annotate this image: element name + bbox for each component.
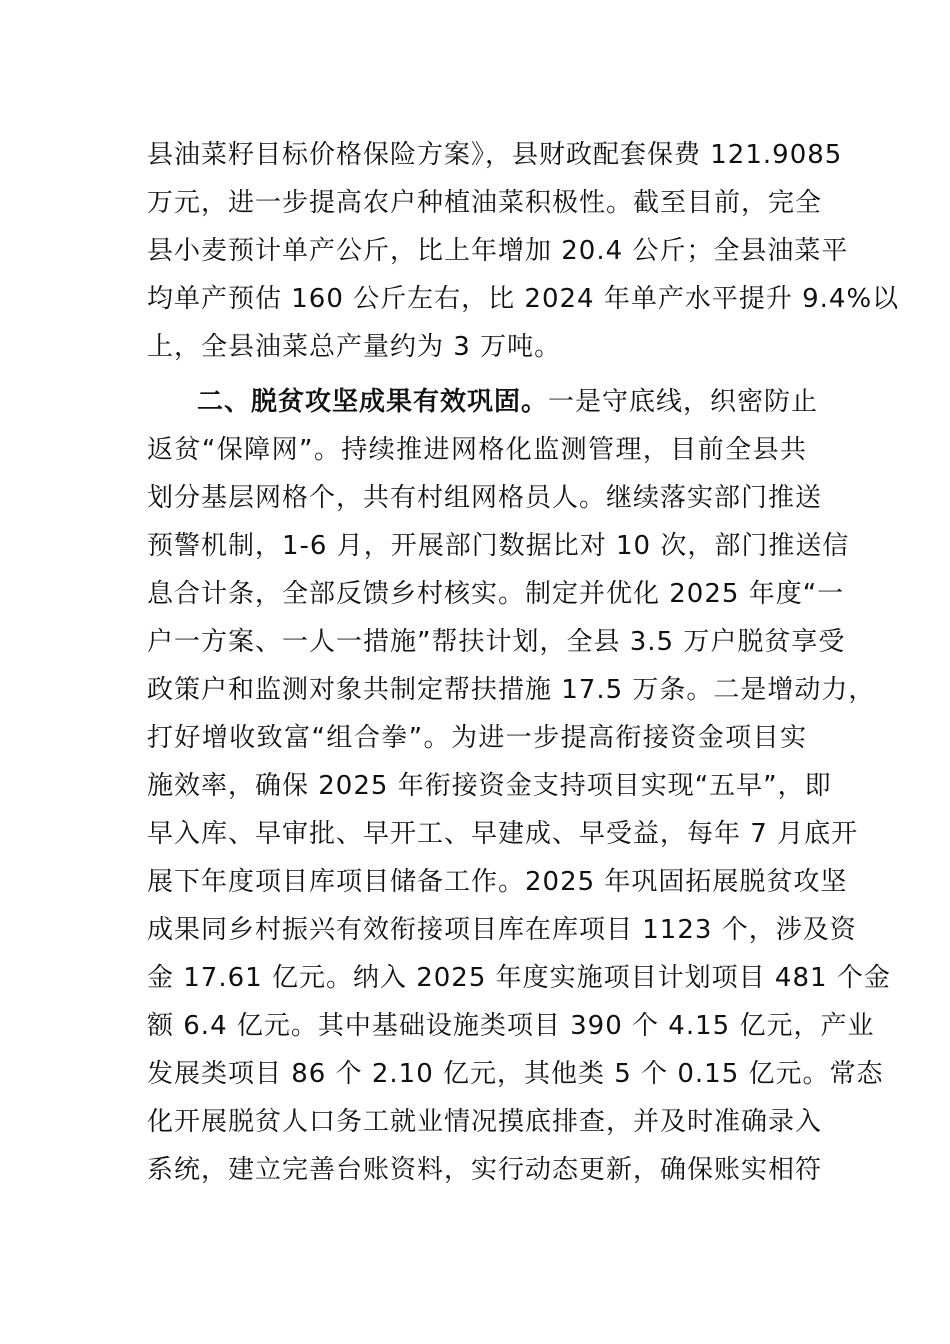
text-line: 化开展脱贫人口务工就业情况摸底排查，并及时准确录入 — [147, 1107, 823, 1137]
text-line: 划分基层网格个，共有村组网格员人。继续落实部门推送 — [147, 483, 823, 513]
text-line: 展下年度项目库项目储备工作。2025 年巩固拓展脱贫攻坚 — [147, 867, 848, 897]
section-heading-line — [197, 382, 819, 422]
text-line: 政策户和监测对象共制定帮扶措施 17.5 万条。二是增动力， — [147, 675, 876, 705]
text-line: 县小麦预计单产公斤，比上年增加 20.4 公斤；全县油菜平 — [147, 236, 849, 266]
text-line: 早入库、早审批、早开工、早建成、早受益，每年 7 月底开 — [147, 819, 859, 849]
text-line: 息合计条，全部反馈乡村核实。制定并优化 2025 年度“一 — [147, 579, 845, 609]
text-line: 上，全县油菜总产量约为 3 万吨。 — [147, 332, 562, 362]
text-line: 打好增收致富“组合拳”。为进一步提高衔接资金项目实 — [147, 723, 807, 753]
text-line: 返贫“保障网”。持续推进网格化监测管理，目前全县共 — [147, 435, 807, 465]
text-line: 户一方案、一人一措施”帮扶计划，全县 3.5 万户脱贫享受 — [147, 627, 846, 657]
text-span: 一是守底线，织密防止 — [548, 387, 819, 417]
text-line: 成果同乡村振兴有效衔接项目库在库项目 1123 个，涉及资 — [147, 915, 857, 945]
text-line: 金 17.61 亿元。纳入 2025 年度实施项目计划项目 481 个金 — [147, 963, 891, 993]
text-line: 系统，建立完善台账资料，实行动态更新，确保账实相符 — [147, 1155, 823, 1185]
text-line: 均单产预估 160 公斤左右，比 2024 年单产水平提升 9.4%以 — [147, 284, 900, 314]
text-line: 额 6.4 亿元。其中基础设施类项目 390 个 4.15 亿元，产业 — [147, 1011, 875, 1041]
text-line: 县油菜籽目标价格保险方案》，县财政配套保费 121.9085 — [147, 140, 843, 170]
text-line: 万元，进一步提高农户种植油菜积极性。截至目前，完全 — [147, 188, 823, 218]
section-heading: 二、脱贫攻坚成果有效巩固。 — [197, 387, 549, 417]
text-line: 施效率，确保 2025 年衔接资金支持项目实现“五早”，即 — [147, 771, 832, 801]
text-line: 发展类项目 86 个 2.10 亿元，其他类 5 个 0.15 亿元。常态 — [147, 1059, 884, 1089]
text-line: 预警机制，1-6 月，开展部门数据比对 10 次，部门推送信 — [147, 531, 850, 561]
